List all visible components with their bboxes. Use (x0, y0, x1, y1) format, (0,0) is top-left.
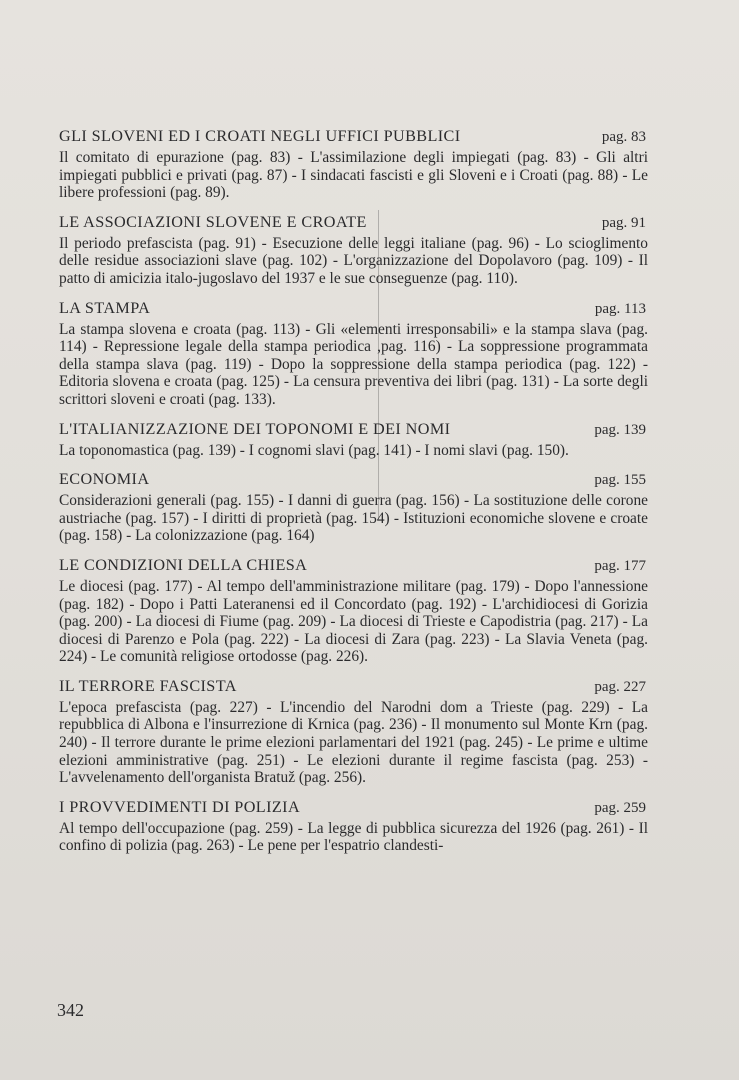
section-heading: IL TERRORE FASCISTA (59, 676, 237, 695)
toc-heading-row (59, 127, 648, 149)
section-summary: La stampa slovena e croata (pag. 113) - Gli «elementi irresponsabili» e la stampa slava (pag. 114) - Repressione legale della stampa periodica ,pag. 116) - La soppressione programmata della stampa slava (pag. 119) - Dopo la soppressione della stampa periodica (pag. 122) - Editoria slovena e croata (pag. 125) - La censura preventiva dei libri (pag. 131) - La sorte degli scrittori sloveni e croati (pag. 133). (59, 320, 648, 408)
table-of-contents (59, 127, 648, 866)
toc-heading-row (59, 798, 648, 820)
toc-heading-row (59, 299, 648, 321)
section-heading: ECONOMIA (59, 470, 150, 489)
section-summary: Considerazioni generali (pag. 155) - I danni di guerra (pag. 156) - La sostituzione delle corone austriache (pag. 157) - I diritti di proprietà (pag. 154) - Istituzioni economiche slovene e croate (pag. 158) - La colonizzazione (pag. 164) (59, 492, 648, 545)
section-heading: I PROVVEDIMENTI DI POLIZIA (59, 797, 301, 816)
section-page-ref: pag. 259 (594, 799, 646, 816)
section-page-ref: pag. 139 (594, 421, 646, 438)
section-heading: GLI SLOVENI ED I CROATI NEGLI UFFICI PUBBLICI (59, 127, 461, 145)
section-page-ref: pag. 83 (601, 129, 646, 145)
section-summary: Il periodo prefascista (pag. 91) - Esecuzione delle leggi italiane (pag. 96) - Lo scioglimento delle residue associazioni slave (pag. 102) - L'organizzazione del Dopolavoro (pag. 109) - Il patto di amicizia italo-jugoslavo del 1937 e le sue conseguenze (pag. 110). (59, 234, 648, 287)
toc-section (59, 798, 648, 855)
section-page-ref: pag. 227 (594, 678, 646, 695)
toc-section (59, 420, 648, 460)
section-summary: Al tempo dell'occupazione (pag. 259) - La legge di pubblica sicurezza del 1926 (pag. 261) - Il confino di polizia (pag. 263) - Le pene per l'espatrio clandesti- (59, 819, 648, 855)
toc-section (59, 677, 648, 787)
section-heading: LE CONDIZIONI DELLA CHIESA (59, 555, 308, 574)
section-heading: LA STAMPA (59, 298, 151, 317)
toc-section (59, 470, 648, 545)
section-heading: LE ASSOCIAZIONI SLOVENE E CROATE (59, 212, 367, 231)
section-heading: L'ITALIANIZZAZIONE DEI TOPONOMI E DEI NOMI (59, 419, 451, 438)
toc-heading-row (59, 470, 648, 492)
section-page-ref: pag. 155 (594, 472, 646, 489)
toc-section (59, 213, 648, 288)
section-summary: La toponomastica (pag. 139) - I cognomi slavi (pag. 141) - I nomi slavi (pag. 150). (59, 441, 569, 459)
toc-heading-row (59, 213, 648, 235)
section-page-ref: pag. 113 (594, 300, 646, 317)
section-page-ref: pag. 177 (594, 557, 646, 574)
toc-heading-row (59, 556, 648, 578)
section-summary: Il comitato di epurazione (pag. 83) - L'assimilazione degli impiegati (pag. 83) - Gli altri impiegati pubblici e privati (pag. 87) - I sindacati fascisti e gli Sloveni e i Croati (pag. 88) - Le libere professioni (pag. 89). (59, 149, 648, 202)
toc-section (59, 299, 648, 409)
section-summary: Le diocesi (pag. 177) - Al tempo dell'amministrazione militare (pag. 179) - Dopo l'annessione (pag. 182) - Dopo i Patti Lateranensi ed il Concordato (pag. 192) - L'archidiocesi di Gorizia (pag. 200) - La diocesi di Fiume (pag. 209) - La diocesi di Trieste e Capodistria (pag. 217) - La diocesi di Parenzo e Pola (pag. 222) - La diocesi di Zara (pag. 223) - La Slavia Veneta (pag. 224) - Le comunità religiose ortodosse (pag. 226). (59, 577, 648, 666)
page-number: 342 (57, 1000, 84, 1020)
toc-heading-row (59, 677, 648, 699)
section-summary: L'epoca prefascista (pag. 227) - L'incendio del Narodni dom a Trieste (pag. 229) - La repubblica di Albona e l'insurrezione di Krnica (pag. 236) - Il monumento sul Monte Krn (pag. 240) - Il terrore durante le prime elezioni parlamentari del 1921 (pag. 245) - Le prime e ultime elezioni amministrative (pag. 251) - Le elezioni durante il regime fascista (pag. 253) - L'avvelenamento dell'organista Bratuž (pag. 256). (59, 698, 648, 787)
section-page-ref: pag. 91 (601, 214, 646, 231)
toc-section (59, 556, 648, 666)
toc-section (59, 127, 648, 202)
toc-heading-row (59, 420, 648, 442)
